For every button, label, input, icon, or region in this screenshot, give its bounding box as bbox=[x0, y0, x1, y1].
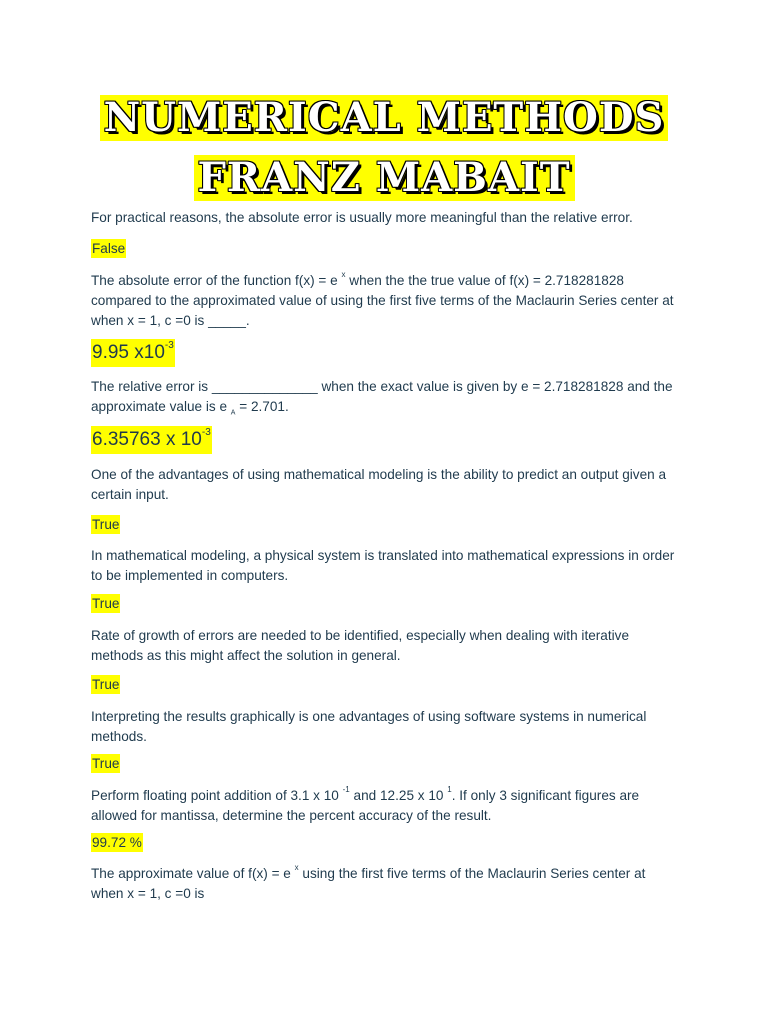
answer-7: True bbox=[92, 756, 120, 771]
question-6: Rate of growth of errors are needed to be identified, especially when dealing with iterative methods as this might affect the solution in general. bbox=[91, 628, 630, 663]
answer-3: 6.35763 x $10^{-3}$ bbox=[91, 426, 212, 454]
question-8: Perform floating point addition of 3.1 x 10 $^{-1}$ and 12.25 x 10 $^1$. If only 3 significant figures are allowed for mantissa, determine the percent accuracy of the result. bbox=[91, 785, 640, 823]
answer-2: 9.95 $x10^{-3}$ bbox=[91, 339, 175, 367]
answer-6: True bbox=[92, 677, 120, 692]
document-title-line-1 bbox=[0, 95, 768, 141]
question-3: The relative error is ______________ when the exact value is given by e = 2.718281828 and the approximate value is e $_A$ = 2.701. bbox=[91, 379, 673, 417]
question-7: Interpreting the results graphically is one advantages of using software systems in numerical methods. bbox=[91, 709, 647, 744]
answer-1: False bbox=[92, 241, 126, 256]
answer-8: 99.72 % bbox=[92, 835, 142, 850]
document-title-line-2 bbox=[0, 155, 768, 201]
question-2: The absolute error of the function f(x) = e $^x$ when the the true value of f(x) = 2.718281828 compared to the approximated value of using the first five terms of the Maclaurin Series center at when x = 1, c =0 is _____. bbox=[91, 270, 674, 328]
title-text-2: FRANZ MABAIT bbox=[194, 155, 575, 201]
answer-5: True bbox=[92, 596, 120, 611]
question-4: One of the advantages of using mathematical modeling is the ability to predict an output given a certain input. bbox=[91, 467, 667, 502]
question-1: For practical reasons, the absolute error is usually more meaningful than the relative error. bbox=[91, 210, 633, 225]
question-5: In mathematical modeling, a physical system is translated into mathematical expressions in order to be implemented in computers. bbox=[91, 548, 675, 583]
title-text-1: NUMERICAL METHODS bbox=[100, 95, 669, 141]
question-9: The approximate value of f(x) = e $^x$ using the first five terms of the Maclaurin Series center at when x = 1, c =0 is bbox=[91, 863, 646, 901]
answer-4: True bbox=[92, 517, 120, 532]
